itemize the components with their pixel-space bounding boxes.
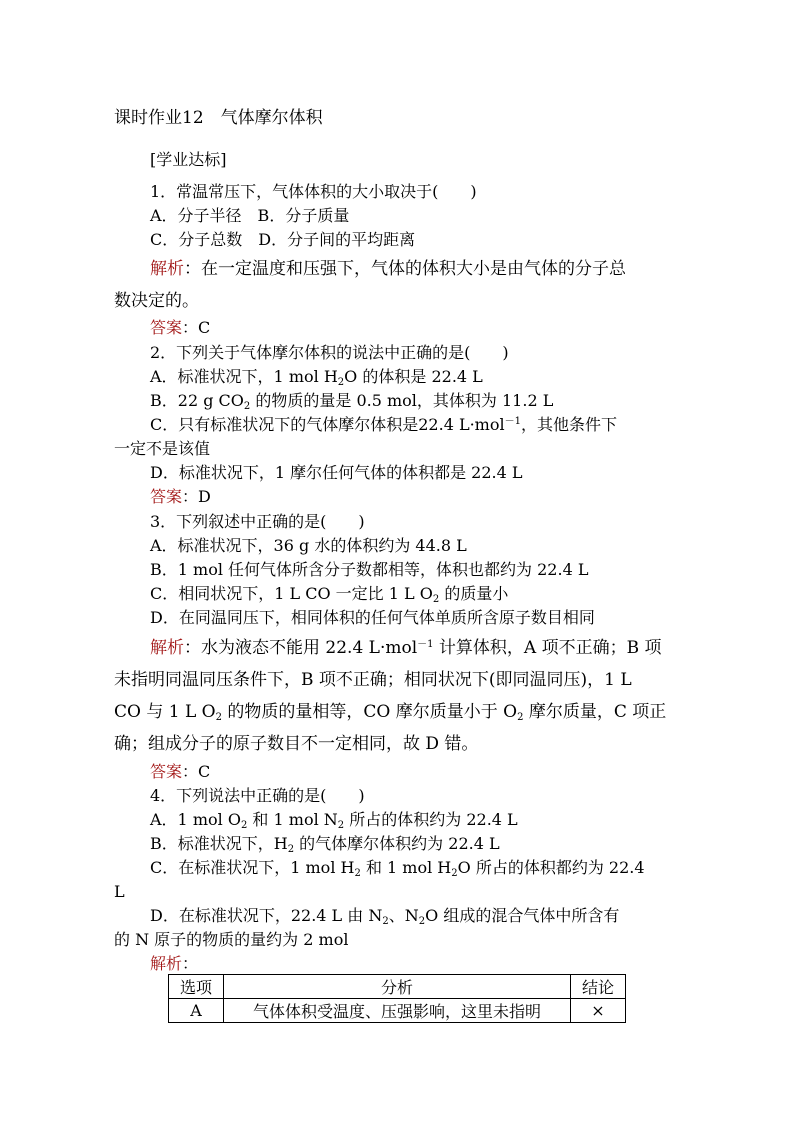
q3-answer [150, 762, 210, 782]
q4-option-d: D．在标准状况下，22.4 L 由 $N_2$、$N_2O$ 组成的混合气体中所含有 [150, 906, 620, 927]
table-header-row [169, 975, 626, 999]
q4-option-c: C．在标准状况下，1 mol $H_2$ 和 1 mol $H_2O$ 所占的体积都约为 22.4 [150, 858, 645, 879]
q4-option-a: A．1 mol $O_2$ 和 1 mol $N_2$ 所占的体积约为 22.4 L [150, 810, 518, 831]
table-cell: A [169, 999, 224, 1023]
table-cell: 气体体积受温度、压强影响，这里未指明 [224, 999, 571, 1023]
q3-option-c: C．相同状况下，1 L CO 一定比 1 L $O_2$ 的质量小 [150, 584, 509, 605]
answer-label: 答案 [150, 487, 183, 506]
q2-answer-value: ：D [182, 487, 211, 506]
q1-answer [150, 318, 210, 338]
analysis-label: 解析 [150, 259, 184, 279]
page-title: 课时作业12 气体摩尔体积 [114, 108, 323, 128]
answer-label: 答案 [150, 318, 183, 337]
q1-options-cd: C．分子总数 D．分子间的平均距离 [150, 230, 416, 249]
q1-stem: 1．常温常压下，气体体积的大小取决于( ) [150, 182, 477, 201]
q4-option-b: B．标准状况下，$H_2$ 的气体摩尔体积约为 22.4 L [150, 834, 500, 855]
section-label: [学业达标] [150, 150, 227, 169]
q2-option-c-cont: 一定不是该值 [114, 439, 211, 458]
q4-option-d-cont: 的 N 原子的物质的量约为 2 mol [114, 930, 349, 949]
q2-stem: 2．下列关于气体摩尔体积的说法中正确的是( ) [150, 343, 509, 362]
q3-analysis-line3: CO 与 1 L $O_2$ 的物质的量相等，CO 摩尔质量小于 $O_2$ 摩尔质量，C 项正 [114, 702, 667, 723]
q4-option-c-cont: L [114, 882, 125, 901]
q3-analysis-line1: 解析：水为液态不能用 22.4 L·mol$^{-1}$ 计算体积，A 项不正确；B 项 [150, 638, 662, 658]
q1-options-ab: A．分子半径 B．分子质量 [150, 206, 350, 225]
table-cell: × [571, 999, 626, 1023]
q2-option-a: A．标准状况下，1 mol $H_2O$ 的体积是 22.4 L [150, 367, 483, 388]
q1-analysis-line2: 数决定的。 [114, 291, 199, 311]
table-header-cell: 结论 [571, 975, 626, 999]
table-header-cell: 选项 [169, 975, 224, 999]
q4-stem: 4．下列说法中正确的是( ) [150, 786, 365, 805]
q2-option-d: D．标准状况下，1 摩尔任何气体的体积都是 22.4 L [150, 463, 523, 482]
q1-analysis-line1 [150, 259, 626, 279]
table-header-cell: 分析 [224, 975, 571, 999]
table-row [169, 999, 626, 1023]
q2-option-b: B．22 g $CO_2$ 的物质的量是 0.5 mol，其体积为 11.2 L [150, 391, 554, 412]
q3-option-d: D．在同温同压下，相同体积的任何气体单质所含原子数目相同 [150, 608, 595, 627]
q3-analysis-line4: 确；组成分子的原子数目不一定相同，故 D 错。 [114, 734, 479, 754]
q1-analysis-text: ：在一定温度和压强下，气体的体积大小是由气体的分子总 [184, 259, 626, 279]
answer-label: 答案 [150, 762, 183, 781]
q3-analysis-line2: 未指明同温同压条件下，B 项不正确；相同状况下(即同温同压)，1 L [114, 670, 632, 690]
q3-option-b: B．1 mol 任何气体所含分子数都相等，体积也都约为 22.4 L [150, 560, 589, 579]
analysis-label: 解析 [150, 638, 184, 658]
q1-answer-value: ：C [182, 318, 211, 337]
q3-option-a: A．标准状况下，36 g 水的体积约为 44.8 L [150, 536, 467, 555]
q2-answer [150, 487, 211, 507]
analysis-label: 解析 [150, 954, 183, 973]
q3-answer-value: ：C [182, 762, 211, 781]
analysis-table [168, 974, 626, 1023]
q3-stem: 3．下列叙述中正确的是( ) [150, 512, 365, 531]
q4-analysis: 解析： [150, 954, 199, 973]
q2-option-c: C．只有标准状况下的气体摩尔体积是22.4 L·mol$^{-1}$，其他条件下 [150, 415, 617, 434]
